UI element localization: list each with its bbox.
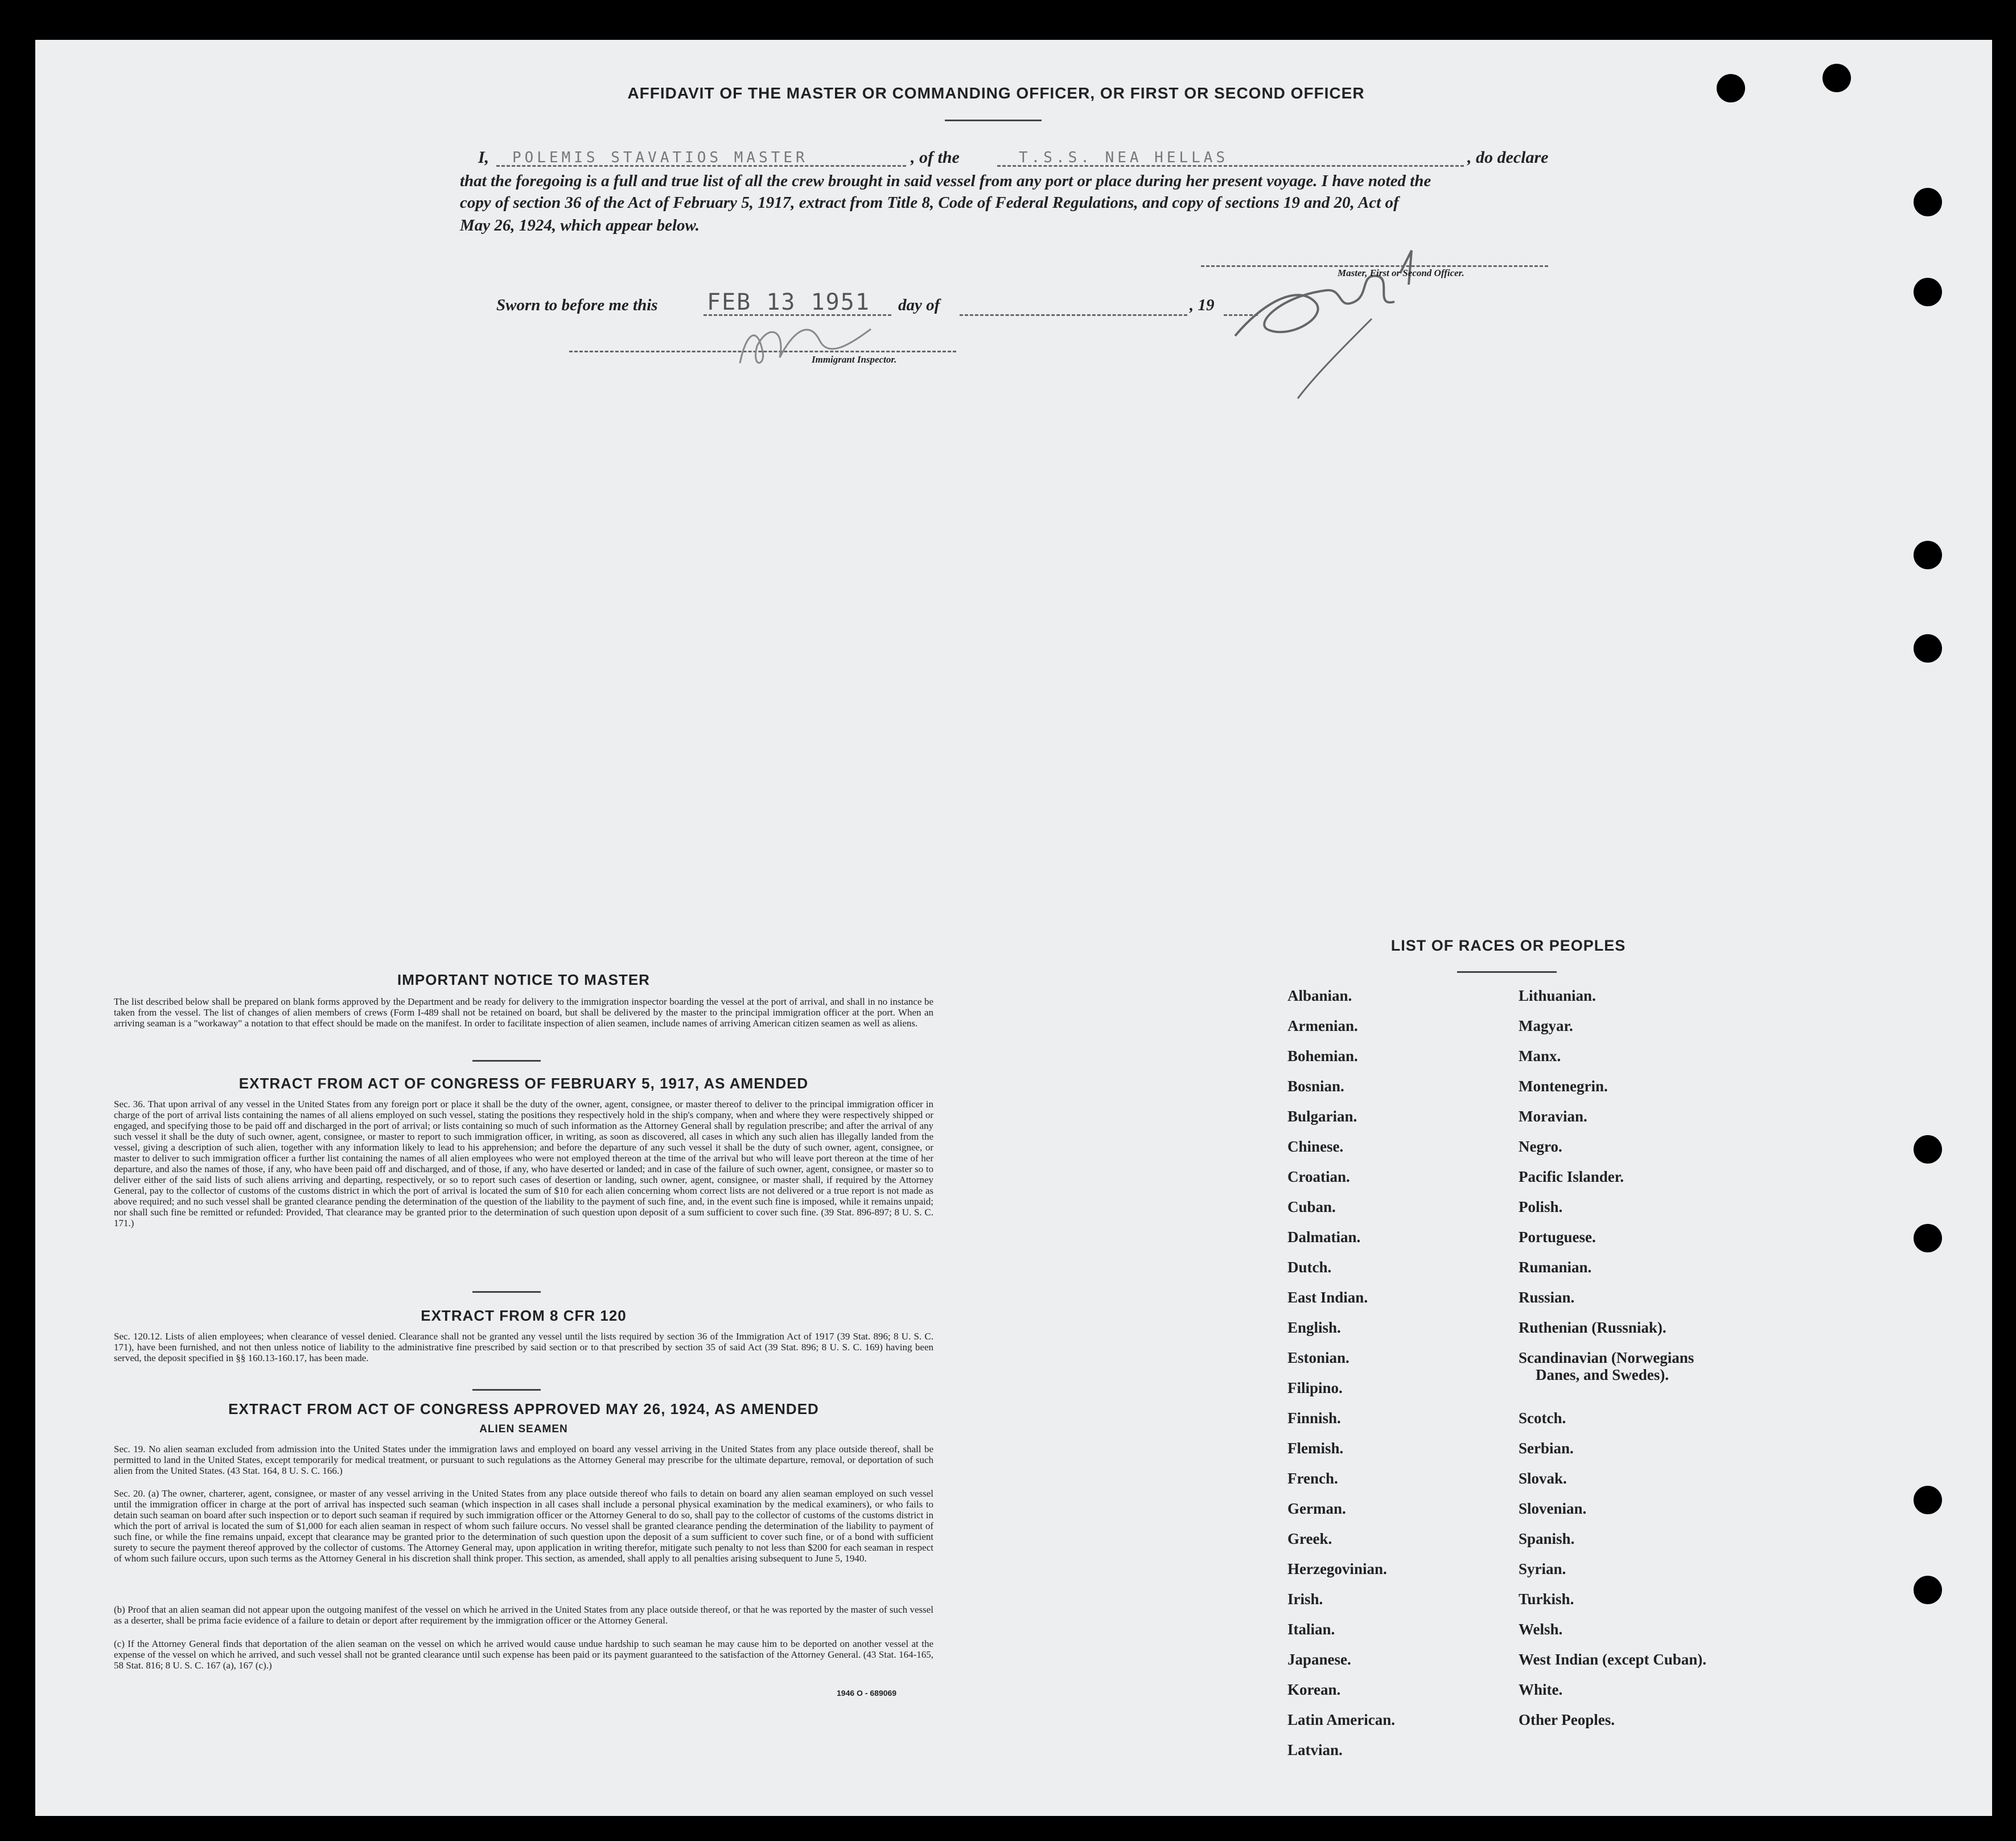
race-right: White. (1519, 1681, 1563, 1698)
notice-title: IMPORTANT NOTICE TO MASTER (397, 971, 650, 988)
extract-1924-sec19: Sec. 19. No alien seaman excluded from admission into the United States under the immigration laws and employed on board any vessel arriving in the United States from any place outside thereof, shall be permitted to land in the United States, except temporarily for medical treatment, or pursuant to such regulations as the Attorney General may prescribe for the ultimate departure, removal, or deportation of such alien from the United States. (43 Stat. 164, 8 U. S. C. 166.) (114, 1444, 933, 1476)
notice-rule (472, 1060, 541, 1062)
vessel-name: T.S.S. NEA HELLAS (1019, 149, 1229, 166)
race-left: Flemish. (1287, 1440, 1344, 1457)
sworn-month-dashline (960, 314, 1187, 316)
inspector-caption: Immigrant Inspector. (812, 354, 897, 365)
race-right: Scotch. (1519, 1409, 1566, 1427)
punch-hole-7 (1914, 1135, 1942, 1164)
race-left: Korean. (1287, 1681, 1341, 1698)
punch-hole-4 (1914, 278, 1942, 306)
race-right: Magyar. (1519, 1017, 1573, 1034)
race-right: Rumanian. (1519, 1259, 1592, 1276)
master-signature (1229, 216, 1434, 410)
race-left: Filipino. (1287, 1379, 1343, 1396)
race-left: French. (1287, 1470, 1338, 1487)
affidavit-line1-suffix: , do declare (1467, 148, 1549, 167)
race-right: Syrian. (1519, 1560, 1566, 1577)
sworn-day-label: day of (898, 296, 940, 314)
race-left: Bosnian. (1287, 1078, 1344, 1095)
punch-hole-3 (1914, 188, 1942, 216)
extract-8cfr-rule (472, 1389, 541, 1391)
sworn-date-stamp: FEB 13 1951 (707, 289, 870, 315)
race-left: Bohemian. (1287, 1047, 1358, 1065)
race-right: Slovak. (1519, 1470, 1567, 1487)
race-left: Italian. (1287, 1621, 1335, 1638)
race-right: Montenegrin. (1519, 1078, 1608, 1095)
race-left: Albanian. (1287, 987, 1352, 1004)
race-right: Pacific Islander. (1519, 1168, 1624, 1185)
extract-1924-subtitle: ALIEN SEAMEN (479, 1423, 568, 1435)
race-left: Latin American. (1287, 1711, 1395, 1728)
extract-1917-rule (472, 1291, 541, 1293)
extract-1924-sec20a: Sec. 20. (a) The owner, charterer, agent, consignee, or master of any vessel arriving in the United States from any place outside thereof who fails to detain on board any alien seaman employed on such vessel until the immigration officer in charge at the port of arrival has inspected such seaman (which inspection in all cases shall include a personal physical examination by the medical examiners), or who fails to detain such seaman on board after such inspection or to deport such seaman if required by such immigration officer or the Attorney General to do so, shall pay to the collector of customs of the customs district in which the port of arrival is located the sum of $1,000 for each alien seaman in respect of whom such failure occurs. No vessel shall be granted clearance pending the determination of the liability to payment of such fine, or while the fine remains unpaid, except that clearance may be granted prior to the determination of such question upon the deposit of a sum sufficient to cover such fine, or of a bond with sufficient surety to secure the payment thereof approved by the collector of customs. The Attorney General may, upon application in writing therefor, mitigate such penalty to not less than $200 for each seaman in respect of whom such failure occurs, upon such terms as the Attorney General in his discretion shall think proper. This section, as amended, shall apply to all penalties arising subsequent to June 5, 1940. (114, 1488, 933, 1564)
extract-1924-sec20c: (c) If the Attorney General finds that deportation of the alien seaman on the vessel on which he arrived would cause undue hardship to such seaman he may cause him to be deported on another vessel at the expense of the vessel on which he arrived, and such vessel shall not be granted clearance until such expense has been paid or its payment guaranteed to the satisfaction of the Attorney General. (43 Stat. 164-165, 58 Stat. 816; 8 U. S. C. 167 (a), 167 (c).) (114, 1638, 933, 1671)
race-left: Chinese. (1287, 1138, 1344, 1155)
sworn-year-dashline (1224, 314, 1258, 316)
race-left: Dutch. (1287, 1259, 1332, 1276)
extract-8cfr-title: EXTRACT FROM 8 CFR 120 (421, 1307, 627, 1324)
race-left: East Indian. (1287, 1289, 1368, 1306)
race-right: Danes, and Swedes). (1536, 1366, 1669, 1383)
race-right: Portuguese. (1519, 1228, 1596, 1246)
punch-hole-1 (1717, 74, 1745, 102)
race-right: Slovenian. (1519, 1500, 1587, 1517)
race-right: Other Peoples. (1519, 1711, 1615, 1728)
punch-hole-5 (1914, 541, 1942, 569)
race-right: Negro. (1519, 1138, 1562, 1155)
race-right: Ruthenian (Russniak). (1519, 1319, 1667, 1336)
race-left: Finnish. (1287, 1409, 1341, 1427)
race-left: Armenian. (1287, 1017, 1358, 1034)
sworn-prefix: Sworn to before me this (496, 296, 658, 314)
race-left: Bulgarian. (1287, 1108, 1357, 1125)
extract-1917-body: Sec. 36. That upon arrival of any vessel in the United States from any foreign port or place it shall be the duty of the owner, agent, consignee, or master thereof to deliver to the principal immigration officer in charge of the port of arrival lists containing the names of all aliens employed on such vessel, stating the positions they respectively hold in the ship's company, when and where they were respectively shipped or engaged, and specifying those to be paid off and discharged in the port of arrival; or lists containing so much of such information as the Attorney General shall by regulation prescribe; and after the arrival of any such vessel it shall be the duty of such owner, agent, consignee, or master to report to such immigration officer, in writing, as soon as discovered, all cases in which any such alien has illegally landed from the vessel, giving a description of such alien, together with any information likely to lead to his apprehension; and before the departure of any such vessel it shall be the duty of such owner, agent, consignee, or master to deliver to such immigration officer a further list containing the names of all alien employees who were not employed thereon at the time of the arrival but who will leave port thereon at the time of her departure, and also the names of those, if any, who have been paid off and discharged, and of those, if any, who have deserted or landed; and in case of the failure of such owner, agent, consignee, or master so to deliver either of the said lists of such aliens arriving and departing, respectively, or so to report such cases of desertion or landing, such owner, agent, consignee, or master shall, if required by the Attorney General, pay to the collector of customs of the customs district in which the port of arrival is located the sum of $10 for each alien concerning whom correct lists are not delivered or a true report is not made as above required; and no such vessel shall be granted clearance pending the determination of the question of the liability to the payment of such fine, and, in the event such fine is imposed, while it remains unpaid; nor shall such fine be remitted or refunded: Provided, That clearance may be granted prior to the determination of such question upon deposit of a sum sufficient to cover such fine. (39 Stat. 896-897; 8 U. S. C. 171.) (114, 1099, 933, 1228)
punch-hole-9 (1914, 1486, 1942, 1514)
race-right: Moravian. (1519, 1108, 1587, 1125)
sworn-year-label: , 19 (1190, 296, 1215, 314)
affidavit-line1-mid: , of the (911, 148, 960, 167)
notice-body: The list described below shall be prepared on blank forms approved by the Department and be ready for delivery to the immigration inspector boarding the vessel at the port of arrival, and shall in no instance be taken from the vessel. The list of changes of alien members of crews (Form I-489 shall not be retained on board, but shall be delivered by the master to the principal immigration officer at the port. When an arriving seaman is a "workaway" a notation to that effect should be made on the manifest. In order to facilitate inspection of alien seamen, include names of arriving American citizen seamen as well as aliens. (114, 996, 933, 1029)
race-right: Scandinavian (Norwegians (1519, 1349, 1694, 1366)
race-left: Estonian. (1287, 1349, 1350, 1366)
extract-1917-title: EXTRACT FROM ACT OF CONGRESS OF FEBRUARY 5, 1917, AS AMENDED (238, 1075, 809, 1092)
race-left: English. (1287, 1319, 1341, 1336)
punch-hole-6 (1914, 634, 1942, 663)
affidavit-line4: May 26, 1924, which appear below. (460, 216, 700, 235)
race-left: Cuban. (1287, 1198, 1336, 1215)
affidavit-line2: that the foregoing is a full and true list of all the crew brought in said vessel from any port or place during her present voyage. I have noted the (460, 172, 1431, 190)
affidavit-line3: copy of section 36 of the Act of February 5, 1917, extract from Title 8, Code of Federal Regulations, and copy of sections 19 and 20, Act of (460, 194, 1399, 212)
races-title: LIST OF RACES OR PEOPLES (1390, 937, 1626, 954)
races-title-rule (1457, 971, 1557, 973)
race-left: German. (1287, 1500, 1346, 1517)
affidavit-title-rule (945, 120, 1042, 121)
print-code: 1946 O - 689069 (837, 1688, 897, 1698)
race-right: West Indian (except Cuban). (1519, 1651, 1707, 1668)
race-right: Manx. (1519, 1047, 1561, 1065)
officer-name: POLEMIS STAVATIOS MASTER (512, 149, 808, 166)
race-right: Turkish. (1519, 1591, 1574, 1608)
punch-hole-2 (1822, 64, 1851, 92)
race-left: Japanese. (1287, 1651, 1351, 1668)
race-right: Spanish. (1519, 1530, 1575, 1547)
race-left: Dalmatian. (1287, 1228, 1361, 1246)
race-left: Herzegovinian. (1287, 1560, 1387, 1577)
race-right: Russian. (1519, 1289, 1575, 1306)
punch-hole-10 (1914, 1576, 1942, 1604)
race-left: Greek. (1287, 1530, 1332, 1547)
extract-8cfr-body: Sec. 120.12. Lists of alien employees; when clearance of vessel denied. Clearance shall not be granted any vessel until the lists required by section 36 of the Immigration Act of 1917 (39 Stat. 896; 8 U. S. C. 171), have been furnished, and not then unless notice of liability to the administrative fine prescribed by said section or to that prescribed by section 35 of said Act (39 Stat. 896; 8 U. S. C. 169) having been served, the deposit specified in §§ 160.13-160.17, has been made. (114, 1331, 933, 1363)
race-right: Lithuanian. (1519, 987, 1596, 1004)
affidavit-line1-prefix: I, (478, 148, 489, 167)
race-right: Welsh. (1519, 1621, 1563, 1638)
punch-hole-8 (1914, 1224, 1942, 1252)
race-left: Latvian. (1287, 1741, 1343, 1758)
race-right: Serbian. (1519, 1440, 1574, 1457)
race-left: Croatian. (1287, 1168, 1350, 1185)
race-left: Irish. (1287, 1591, 1323, 1608)
extract-1924-sec20b: (b) Proof that an alien seaman did not appear upon the outgoing manifest of the vessel on which he arrived in the United States from any place outside thereof, or that he was reported by the master of such vessel as a deserter, shall be prima facie evidence of a failure to detain or deport after requirement by the immigration officer or the Attorney General. (114, 1604, 933, 1626)
race-right: Polish. (1519, 1198, 1563, 1215)
extract-1924-title: EXTRACT FROM ACT OF CONGRESS APPROVED MAY 26, 1924, AS AMENDED (228, 1400, 819, 1417)
affidavit-title: AFFIDAVIT OF THE MASTER OR COMMANDING OFFICER, OR FIRST OR SECOND OFFICER (627, 84, 1365, 102)
officer-caption: Master, First or Second Officer. (1338, 268, 1464, 278)
